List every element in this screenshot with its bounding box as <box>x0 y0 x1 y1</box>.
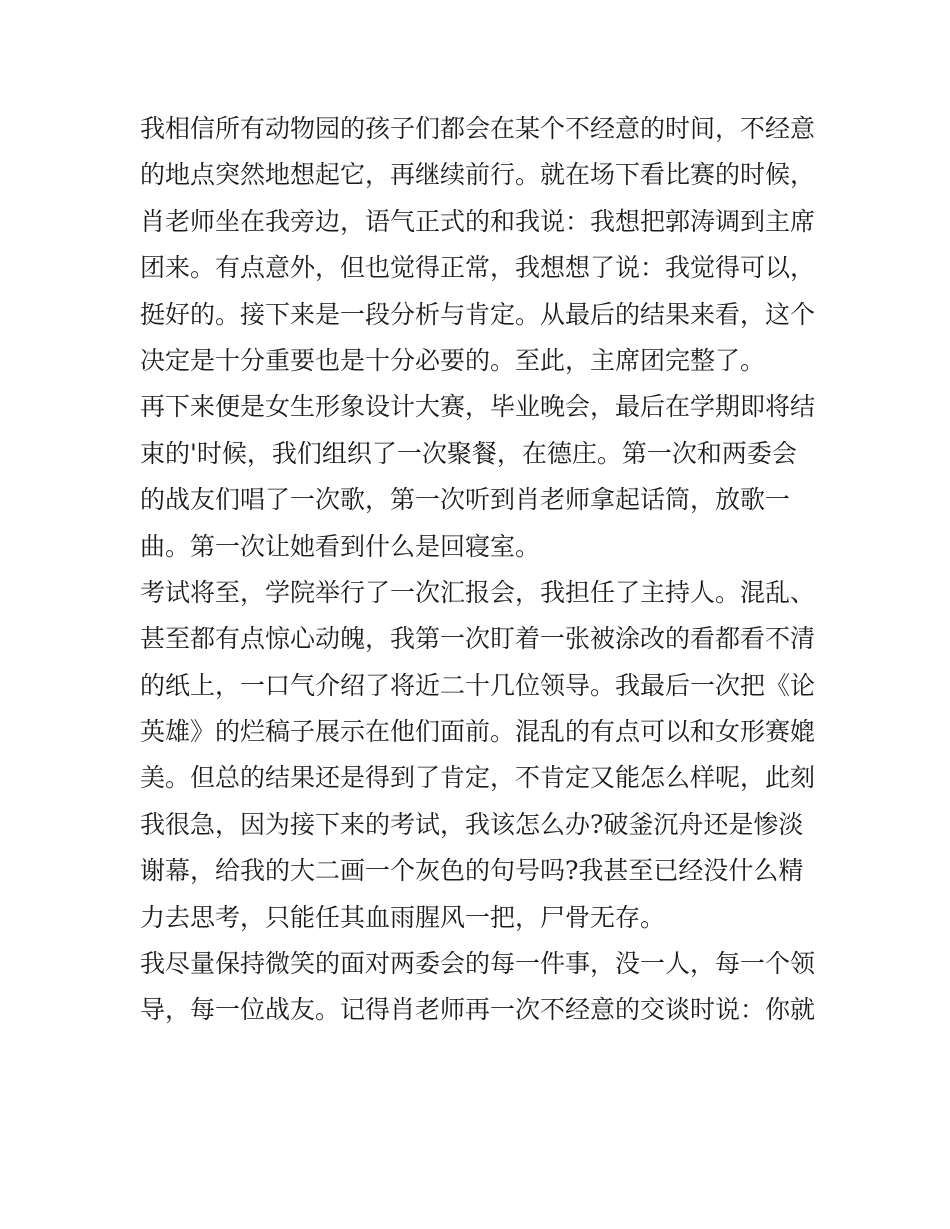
text-line: 我尽量保持微笑的面对两委会的每一件事，没一人，每一个领 <box>140 949 816 979</box>
text-line: 力去思考，只能任其血雨腥风一把，尸骨无存。 <box>140 902 666 932</box>
text-line: 束的'时候，我们组织了一次聚餐，在德庄。第一次和两委会 <box>140 438 797 468</box>
text-line: 的地点突然地想起它，再继续前行。就在场下看比赛的时候， <box>140 160 816 190</box>
paragraph <box>140 384 820 570</box>
text-line: 美。但总的结果还是得到了肯定，不肯定又能怎么样呢，此刻 <box>140 763 816 793</box>
text-line: 我很急，因为接下来的考试，我该怎么办?破釜沉舟还是惨淡 <box>140 809 804 839</box>
text-line: 的纸上，一口气介绍了将近二十几位领导。我最后一次把《论 <box>140 670 816 700</box>
text-line: 英雄》的烂稿子展示在他们面前。混乱的有点可以和女形赛媲 <box>140 717 816 747</box>
text-line: 甚至都有点惊心动魄，我第一次盯着一张被涂改的看都看不清 <box>140 624 816 654</box>
text-line: 导，每一位战友。记得肖老师再一次不经意的交谈时说：你就 <box>140 995 816 1025</box>
paragraph <box>140 570 820 941</box>
text-line: 团来。有点意外，但也觉得正常，我想想了说：我觉得可以， <box>140 253 816 283</box>
text-line: 再下来便是女生形象设计大赛，毕业晚会，最后在学期即将结 <box>140 392 816 422</box>
text-line: 曲。第一次让她看到什么是回寝室。 <box>140 531 541 561</box>
paragraph <box>140 106 820 384</box>
text-line: 谢幕，给我的大二画一个灰色的句号吗?我甚至已经没什么精 <box>140 856 804 886</box>
text-line: 考试将至，学院举行了一次汇报会，我担任了主持人。混乱、 <box>140 577 816 607</box>
text-line: 挺好的。接下来是一段分析与肯定。从最后的结果来看，这个 <box>140 299 816 329</box>
text-line: 的战友们唱了一次歌，第一次听到肖老师拿起话筒，放歌一 <box>140 485 791 515</box>
text-line: 我相信所有动物园的孩子们都会在某个不经意的时间，不经意 <box>140 114 816 143</box>
paragraph <box>140 941 820 1034</box>
body-text <box>140 106 820 1034</box>
text-line: 决定是十分重要也是十分必要的。至此，主席团完整了。 <box>140 345 766 375</box>
text-line: 肖老师坐在我旁边，语气正式的和我说：我想把郭涛调到主席 <box>140 206 816 236</box>
